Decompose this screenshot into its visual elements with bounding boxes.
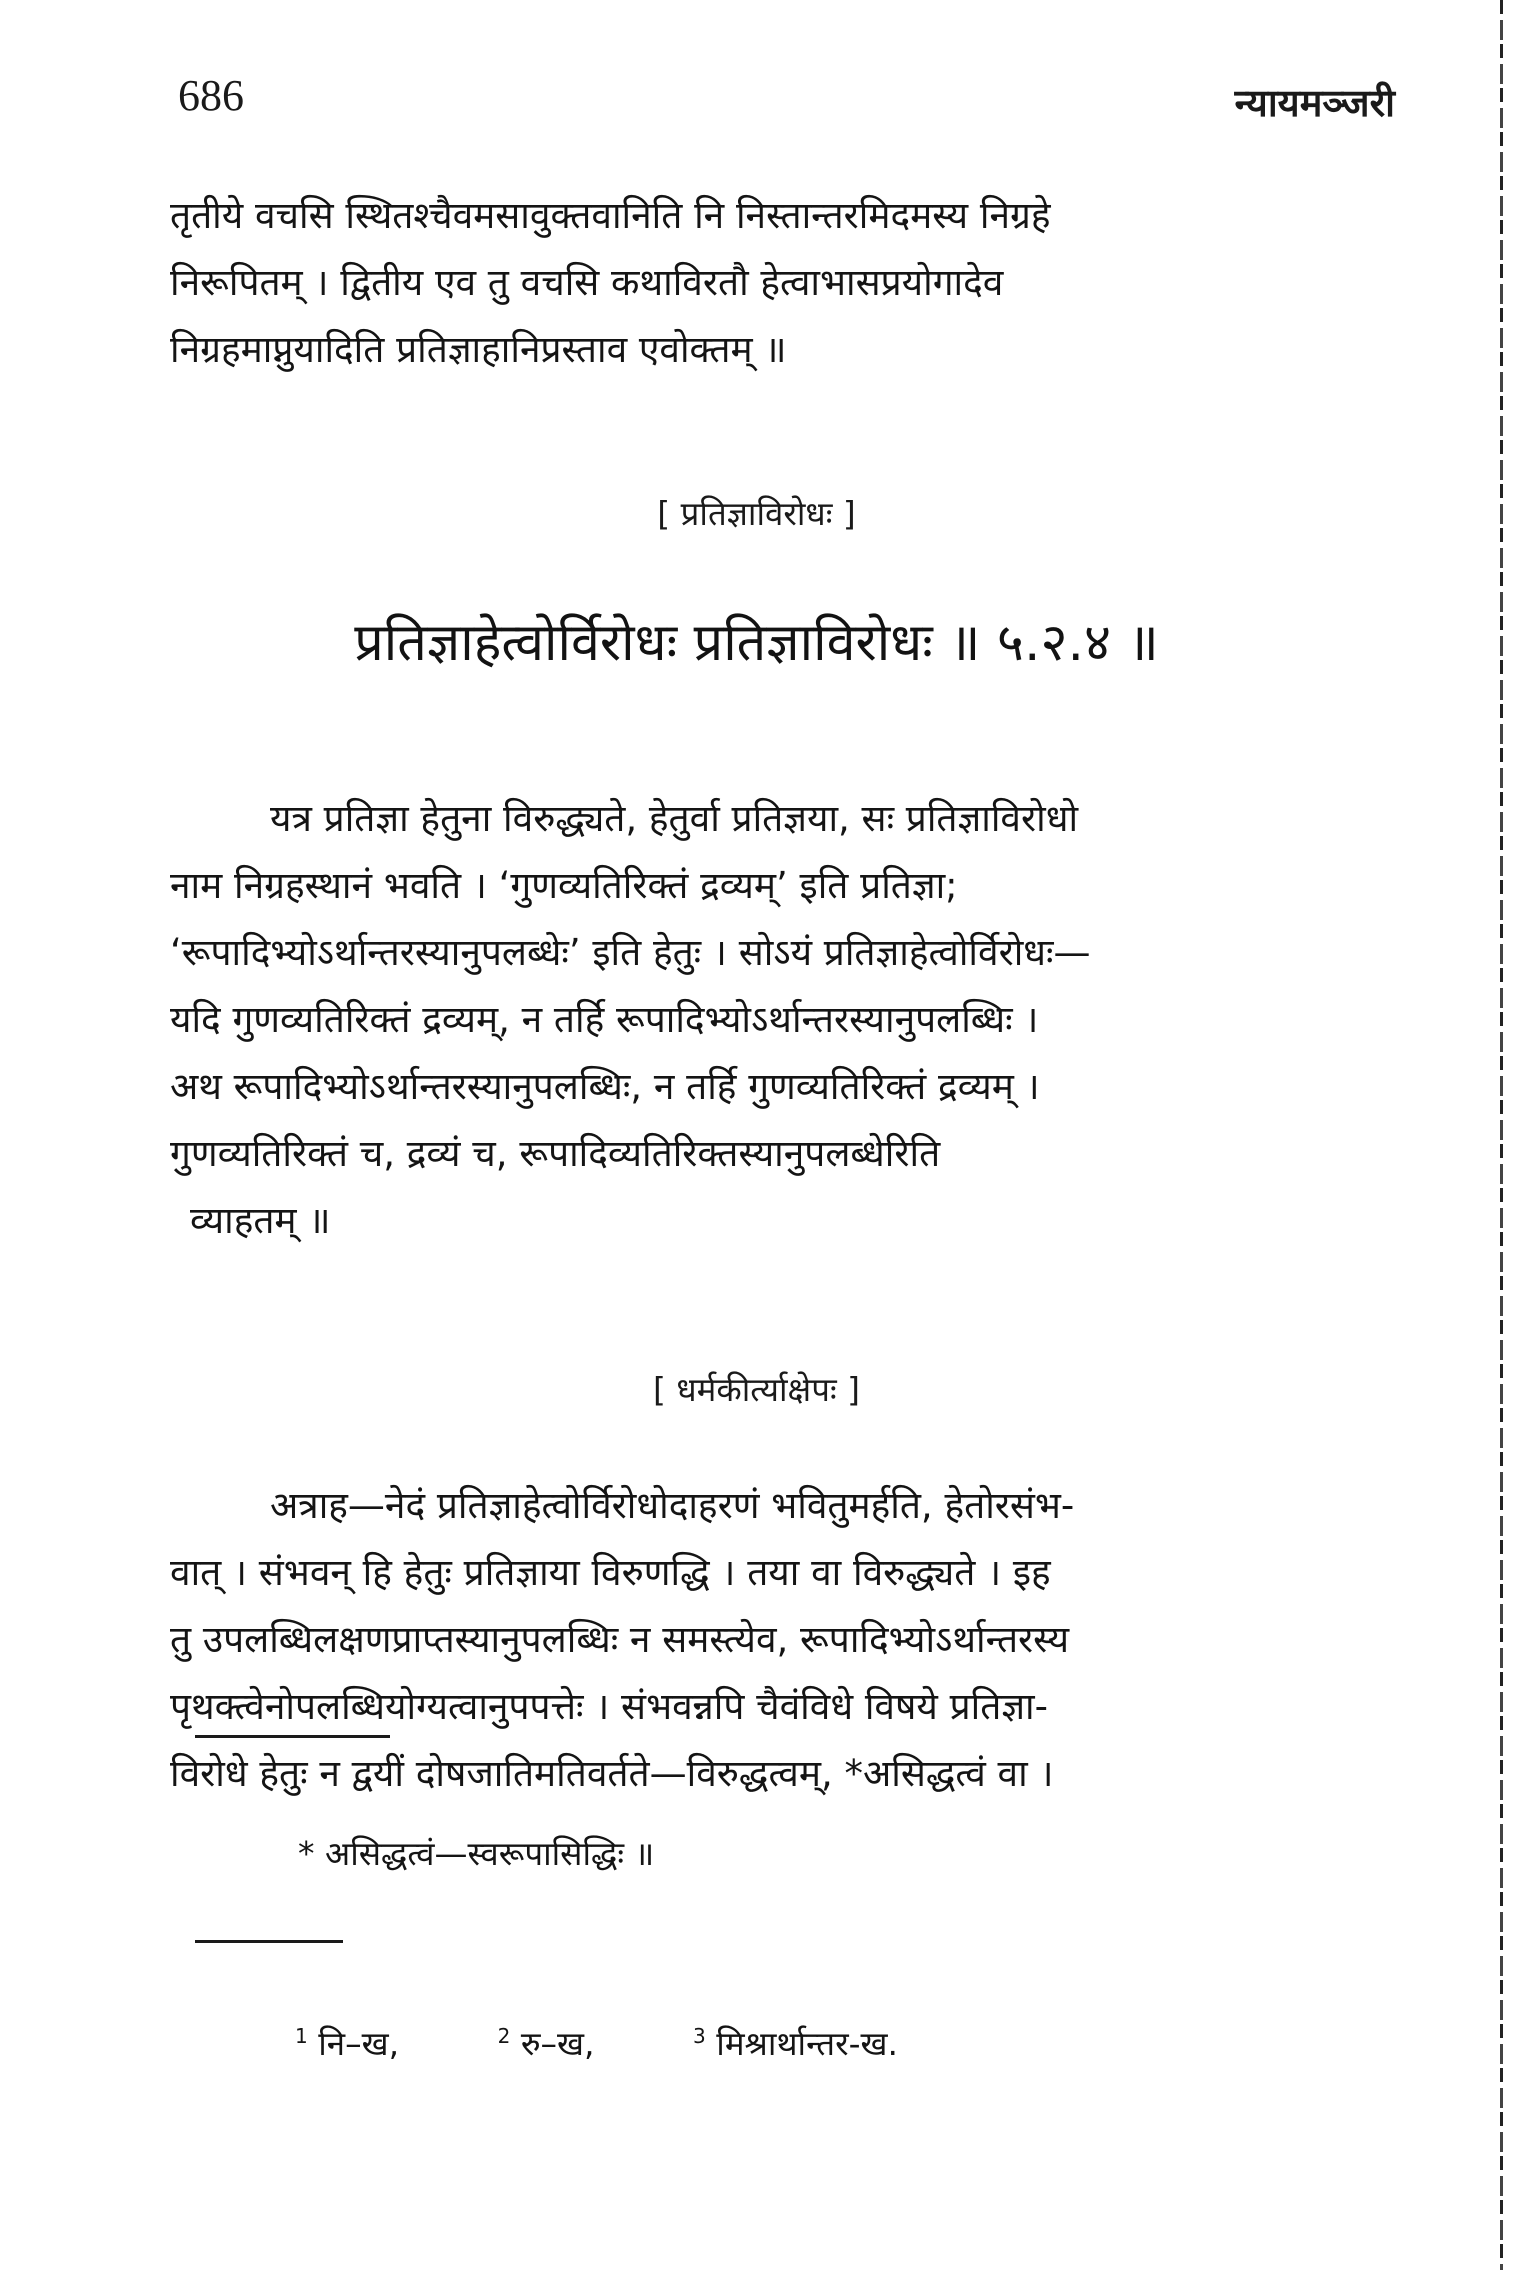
footnote-item [498,2020,595,2065]
section-heading-pratijnavirodha: [ प्रतिज्ञाविरोधः ] [657,494,856,533]
paragraph-2 [170,785,1400,1254]
text-line: तु उपलब्धिलक्षणप्राप्तस्यानुपलब्धिः न समस्त्येव, रूपादिभ्योऽर्थान्तरस्य [170,1618,1070,1661]
footnote-item [295,2020,399,2065]
footnote-mark: 3 [693,2024,706,2048]
text-line: निग्रहमाप्नुयादिति प्रतिज्ञाहानिप्रस्ताव एवोक्तम् ॥ [170,328,787,371]
footnote-text: मिश्रार्थान्तर-ख. [716,2024,898,2063]
sutra-verse: प्रतिज्ञाहेत्वोर्विरोधः प्रतिज्ञाविरोधः ॥ ५.२.४ ॥ [354,613,1159,673]
footnote-text: रु–ख, [520,2024,595,2063]
footnote-divider [195,1735,390,1738]
footnote-text: नि–ख, [318,2024,400,2063]
text-line: अथ रूपादिभ्योऽर्थान्तरस्यानुपलब्धिः, न तर्हि गुणव्यतिरिक्तं द्रव्यम् । [170,1065,1040,1108]
running-title: न्यायमञ्जरी [1234,81,1395,125]
paragraph-3 [170,1472,1400,1807]
text-line: यदि गुणव्यतिरिक्तं द्रव्यम्, न तर्हि रूपादिभ्योऽर्थान्तरस्यानुपलब्धिः । [170,998,1039,1041]
text-line: वात् । संभवन् हि हेतुः प्रतिज्ञाया विरुणद्धि । तया वा विरुद्ध्यते । इह [170,1551,1051,1594]
page-edge-shadow [1500,0,1503,2270]
footnote-item [693,2020,898,2065]
variant-footnotes [295,2020,986,2065]
page-number: 686 [178,71,244,120]
text-line: गुणव्यतिरिक्तं च, द्रव्यं च, रूपादिव्यतिरिक्तस्यानुपलब्धेरिति [170,1132,941,1175]
paragraph-1 [170,182,1400,383]
text-line: यत्र प्रतिज्ञा हेतुना विरुद्ध्यते, हेतुर्वा प्रतिज्ञया, सः प्रतिज्ञाविरोधो [270,797,1079,840]
text-line: ‘रूपादिभ्योऽर्थान्तरस्यानुपलब्धेः’ इति हेतुः । सोऽयं प्रतिज्ञाहेत्वोर्विरोधः— [170,931,1091,974]
text-line: तृतीये वचसि स्थितश्चैवमसावुक्तवानिति नि निस्तान्तरमिदमस्य निग्रहे [170,194,1051,237]
text-line: पृथक्त्वेनोपलब्धियोग्यत्वानुपपत्तेः । संभवन्नपि चैवंविधे विषये प्रतिज्ञा- [170,1685,1048,1728]
text-line: विरोधे हेतुः न द्वयीं दोषजातिमतिवर्तते—विरुद्धत्वम्, *असिद्धत्वं वा । [170,1752,1054,1795]
section-heading-dharmakirti-akshepa: [ धर्मकीर्त्याक्षेपः ] [653,1370,860,1409]
footnote-asterisk: * असिद्धत्वं—स्वरूपासिद्धिः ॥ [298,1834,655,1873]
text-line: अत्राह—नेदं प्रतिज्ञाहेत्वोर्विरोधोदाहरणं भवितुमर्हति, हेतोरसंभ- [270,1484,1075,1527]
footnote-mark: 2 [497,2024,511,2048]
text-line: निरूपितम् । द्वितीय एव तु वचसि कथाविरतौ हेत्वाभासप्रयोगादेव [170,261,1004,304]
text-line: नाम निग्रहस्थानं भवति । ‘गुणव्यतिरिक्तं द्रव्यम्’ इति प्रतिज्ञा; [170,864,958,907]
footnote-mark: 1 [295,2024,308,2048]
variant-divider [195,1940,343,1943]
text-line: व्याहतम् ॥ [190,1199,331,1242]
